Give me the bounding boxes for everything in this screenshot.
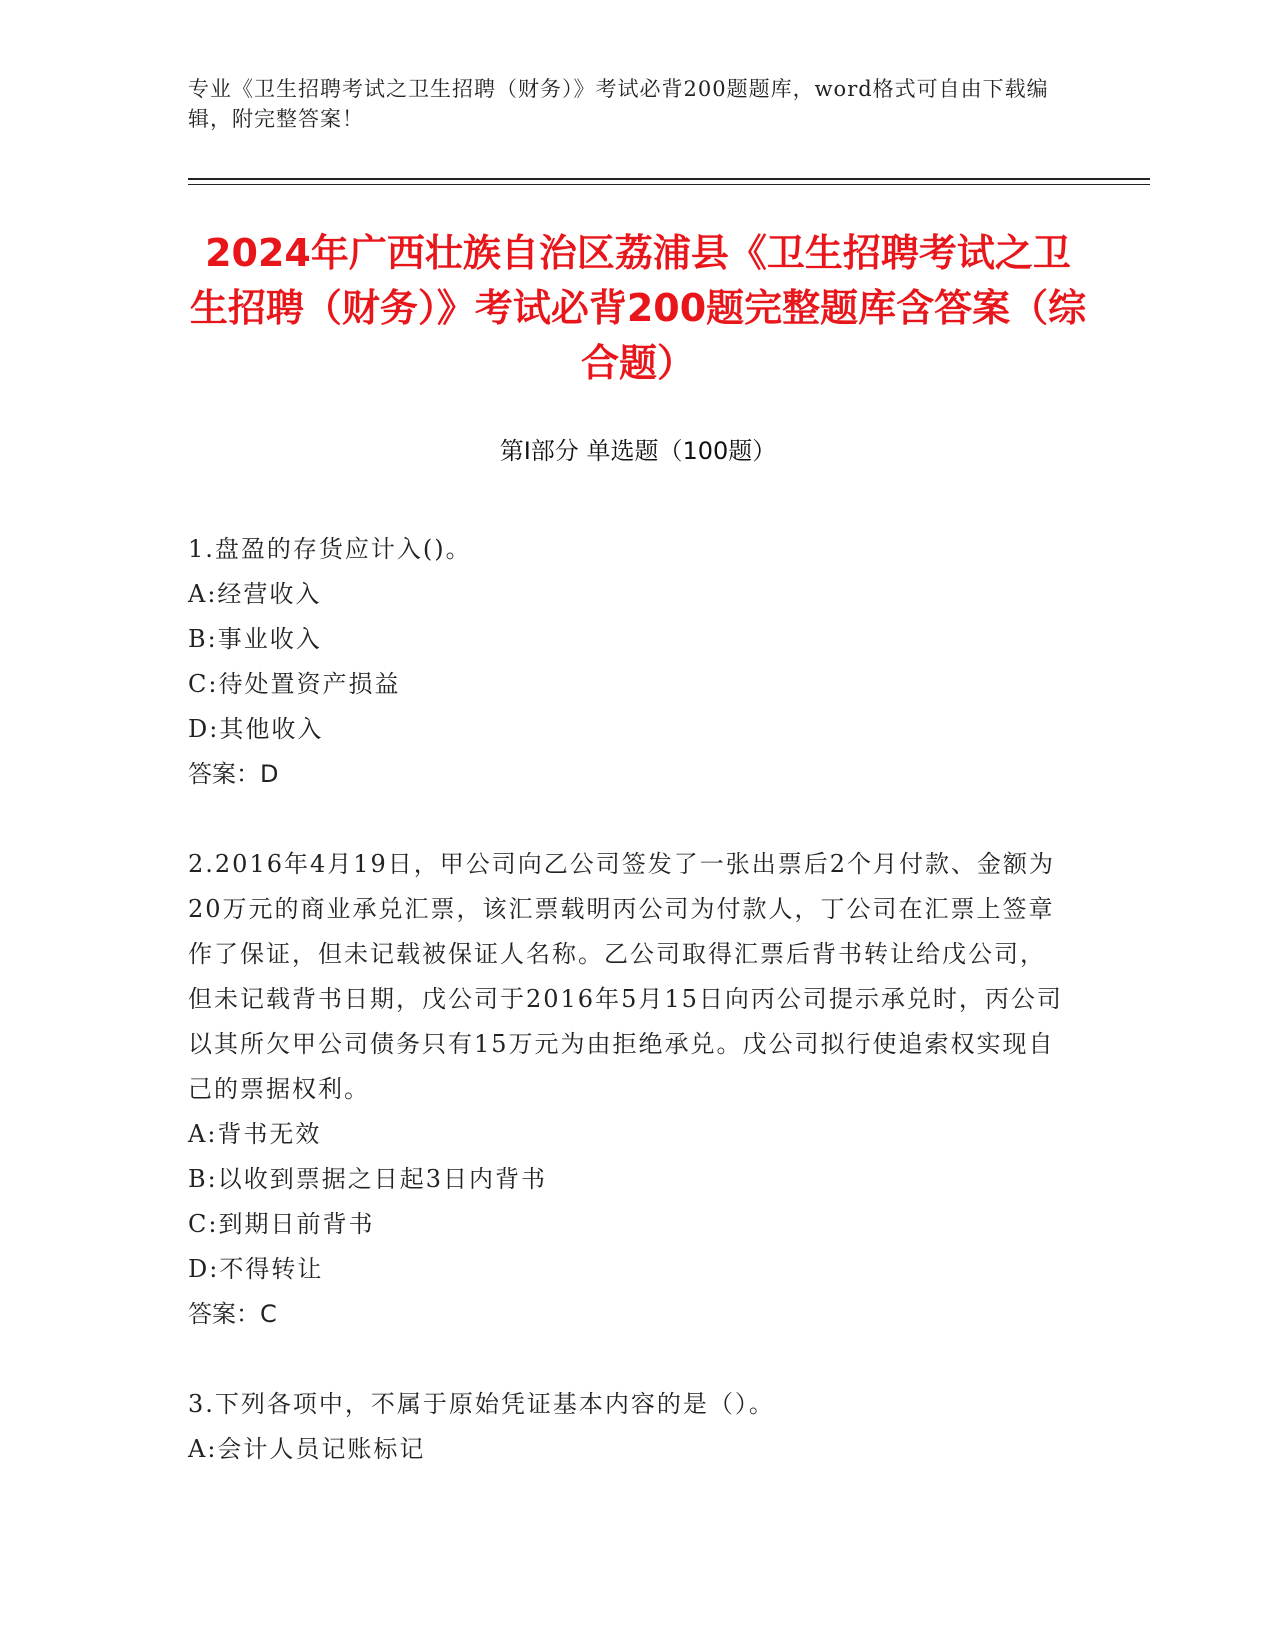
header-note: 专业《卫生招聘考试之卫生招聘（财务）》考试必背200题题库，word格式可自由下载编辑，附完整答案！ [188, 77, 1049, 131]
option-c: C:待处置资产损益 [188, 670, 401, 698]
question-1 [188, 527, 1068, 797]
answer: 答案：D [188, 760, 279, 788]
question-spacer [188, 797, 1068, 842]
section-title: 第Ⅰ部分 单选题（100题） [499, 437, 777, 465]
question-stem: 3.下列各项中，不属于原始凭证基本内容的是（）。 [188, 1390, 775, 1418]
question-3 [188, 1382, 1068, 1472]
option-b: B:事业收入 [188, 625, 322, 653]
header-rule-thick [188, 178, 1150, 180]
option-c: C:到期日前背书 [188, 1210, 375, 1238]
question-list [188, 527, 1068, 1472]
answer: 答案：C [188, 1300, 277, 1328]
header-rule-thin [188, 184, 1150, 185]
question-stem: 1.盘盈的存货应计入()。 [188, 535, 472, 563]
question-stem: 2.2016年4月19日，甲公司向乙公司签发了一张出票后2个月付款、金额为20万元的商业承兑汇票，该汇票载明丙公司为付款人，丁公司在汇票上签章作了保证，但未记载被保证人名称。乙公司取得汇票后背书转让给戊公司，但未记载背书日期，戊公司于2016年5月15日向丙公司提示承兑时，丙公司以其所欠甲公司债务只有15万元为由拒绝承兑。戊公司拟行使追索权实现自己的票据权利。 [188, 850, 1063, 1103]
option-a: A:会计人员记账标记 [188, 1435, 426, 1463]
question-spacer [188, 1337, 1068, 1382]
option-d: D:其他收入 [188, 715, 324, 743]
option-b: B:以收到票据之日起3日内背书 [188, 1165, 547, 1193]
document-title: 2024年广西壮族自治区荔浦县《卫生招聘考试之卫生招聘（财务）》考试必背200题完整题库含答案（综合题） [189, 231, 1087, 385]
option-a: A:背书无效 [188, 1120, 322, 1148]
option-a: A:经营收入 [188, 580, 322, 608]
option-d: D:不得转让 [188, 1255, 324, 1283]
question-2 [188, 842, 1068, 1337]
